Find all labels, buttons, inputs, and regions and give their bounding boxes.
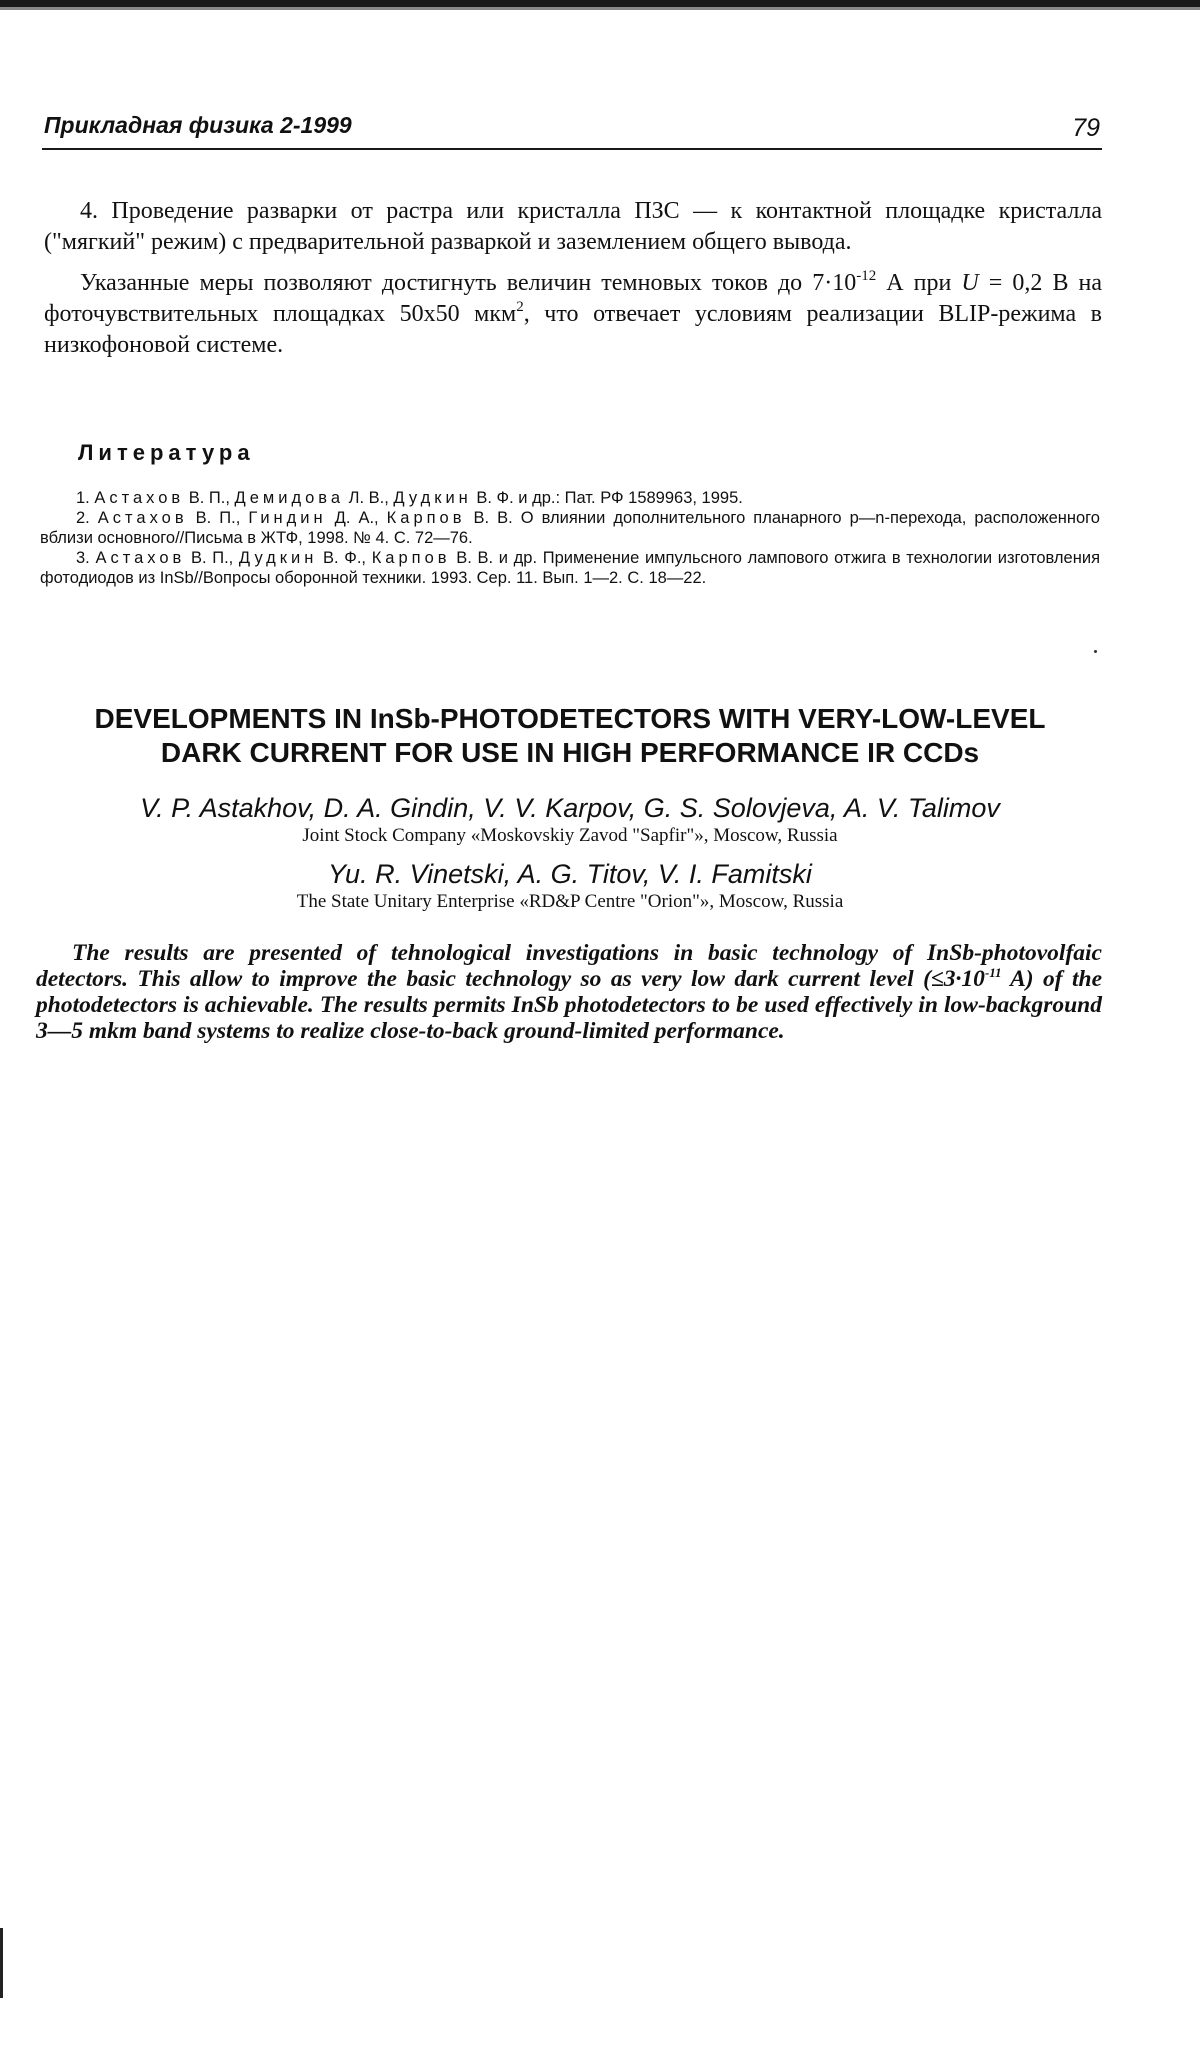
paragraph-text: А при — [876, 270, 962, 296]
scan-border-top — [0, 0, 1200, 7]
affiliation-1: Joint Stock Company «Moskovskiy Zavod "Sapfir"», Moscow, Russia — [302, 825, 838, 846]
english-article-title — [40, 702, 1100, 770]
english-abstract — [36, 940, 1102, 1044]
reference-source: : Пат. РФ 1589963, 1995. — [555, 489, 743, 507]
scan-edge-mark — [0, 1928, 3, 1998]
abstract-text-start: The results are presented of tehnological investigations in basic technology of InSb-photovolfaic detectors. This allow to improve the basic technology so as very low dark current level (≤3·10 — [36, 940, 1102, 992]
reference-initials: В. Ф., — [317, 549, 372, 567]
reference-number: 3. — [76, 549, 90, 567]
reference-initials: В. П., — [185, 549, 239, 567]
reference-initials: В. П., — [184, 489, 235, 507]
paragraph-text-end: , что отвечает условиям реализации BLIP-режима в низкофоновой системе. — [44, 301, 1102, 358]
exponent: 2 — [516, 299, 524, 315]
reference-author: Астахов — [97, 509, 188, 527]
reference-initials: В. П., — [187, 509, 249, 527]
references-list — [40, 488, 1100, 588]
abstract-paragraph — [36, 940, 1102, 1044]
running-head — [44, 108, 1100, 148]
page-number: 79 — [1072, 114, 1100, 142]
reference-author: Дудкин — [238, 549, 318, 567]
reference-author: Гиндин — [248, 509, 327, 527]
abstract-text-end: A) of the photodetectors is achievable. The results permits InSb photodetectors to be used effectively in low-background 3—5 mkm band systems to realize close-to-back ground-limited performance. — [36, 966, 1103, 1044]
body-text — [44, 196, 1102, 361]
reference-initials: В. В. — [465, 509, 513, 527]
reference-author: Дудкин — [393, 489, 472, 507]
exponent: -11 — [984, 965, 1002, 980]
authors-group-2: Yu. R. Vinetski, A. G. Titov, V. I. Famitski — [328, 859, 812, 889]
reference-item — [40, 548, 1100, 588]
item-4-paragraph: 4. Проведение разварки от растра или кристалла ПЗС — к контактной площадке кристалла ("мягкий" режим) с предварительной разваркой и заземлением общего вывода. — [44, 198, 1102, 255]
paragraph-text: = 0,2 В на фоточувствительных площадках 50х50 мкм — [44, 270, 1102, 327]
exponent: -12 — [856, 268, 877, 284]
reference-number: 1. — [76, 489, 90, 507]
reference-number: 2. — [76, 509, 90, 527]
reference-initials: Л. В., — [344, 489, 394, 507]
authors-group-1: V. P. Astakhov, D. A. Gindin, V. V. Karpov, G. S. Solovjeva, A. V. Talimov — [140, 793, 1000, 823]
reference-author: Астахов — [95, 549, 186, 567]
reference-author: Демидова — [234, 489, 345, 507]
reference-author: Карпов — [386, 509, 466, 527]
title-line-2: DARK CURRENT FOR USE IN HIGH PERFORMANCE IR CCDs — [160, 737, 980, 768]
title-line-1: DEVELOPMENTS IN InSb-PHOTODETECTORS WITH VERY-LOW-LEVEL — [94, 703, 1046, 734]
references-heading: Литература — [78, 440, 255, 465]
reference-item — [40, 508, 1100, 548]
reference-initials: В. В. и др. — [450, 549, 538, 567]
dark-current-paragraph — [44, 268, 1102, 361]
scan-border-shadow — [0, 7, 1200, 10]
reference-item — [40, 488, 1100, 508]
scan-speck — [1094, 650, 1097, 653]
journal-title: Прикладная физика 2-1999 — [44, 112, 352, 138]
reference-initials: В. Ф. и др. — [471, 489, 556, 507]
reference-initials: Д. А., — [326, 509, 387, 527]
paragraph-text-start: Указанные меры позволяют достигнуть величин темновых токов до 7·10 — [80, 270, 857, 296]
reference-source: О влиянии дополнительного планарного р—n-перехода, расположенного вблизи основного//Письма в ЖТФ, 1998. № 4. С. 72—76. — [40, 509, 1100, 547]
affiliation-2: The State Unitary Enterprise «RD&P Centre "Orion"», Moscow, Russia — [296, 891, 844, 912]
voltage-symbol: U — [961, 270, 979, 296]
header-rule — [42, 148, 1102, 150]
reference-source: Применение импульсного лампового отжига в технологии изготовления фотодиодов из InSb//Вопросы оборонной техники. 1993. Сер. 11. Вып. 1—2. С. 18—22. — [40, 549, 1100, 587]
reference-author: Астахов — [94, 489, 185, 507]
reference-author: Карпов — [371, 549, 451, 567]
